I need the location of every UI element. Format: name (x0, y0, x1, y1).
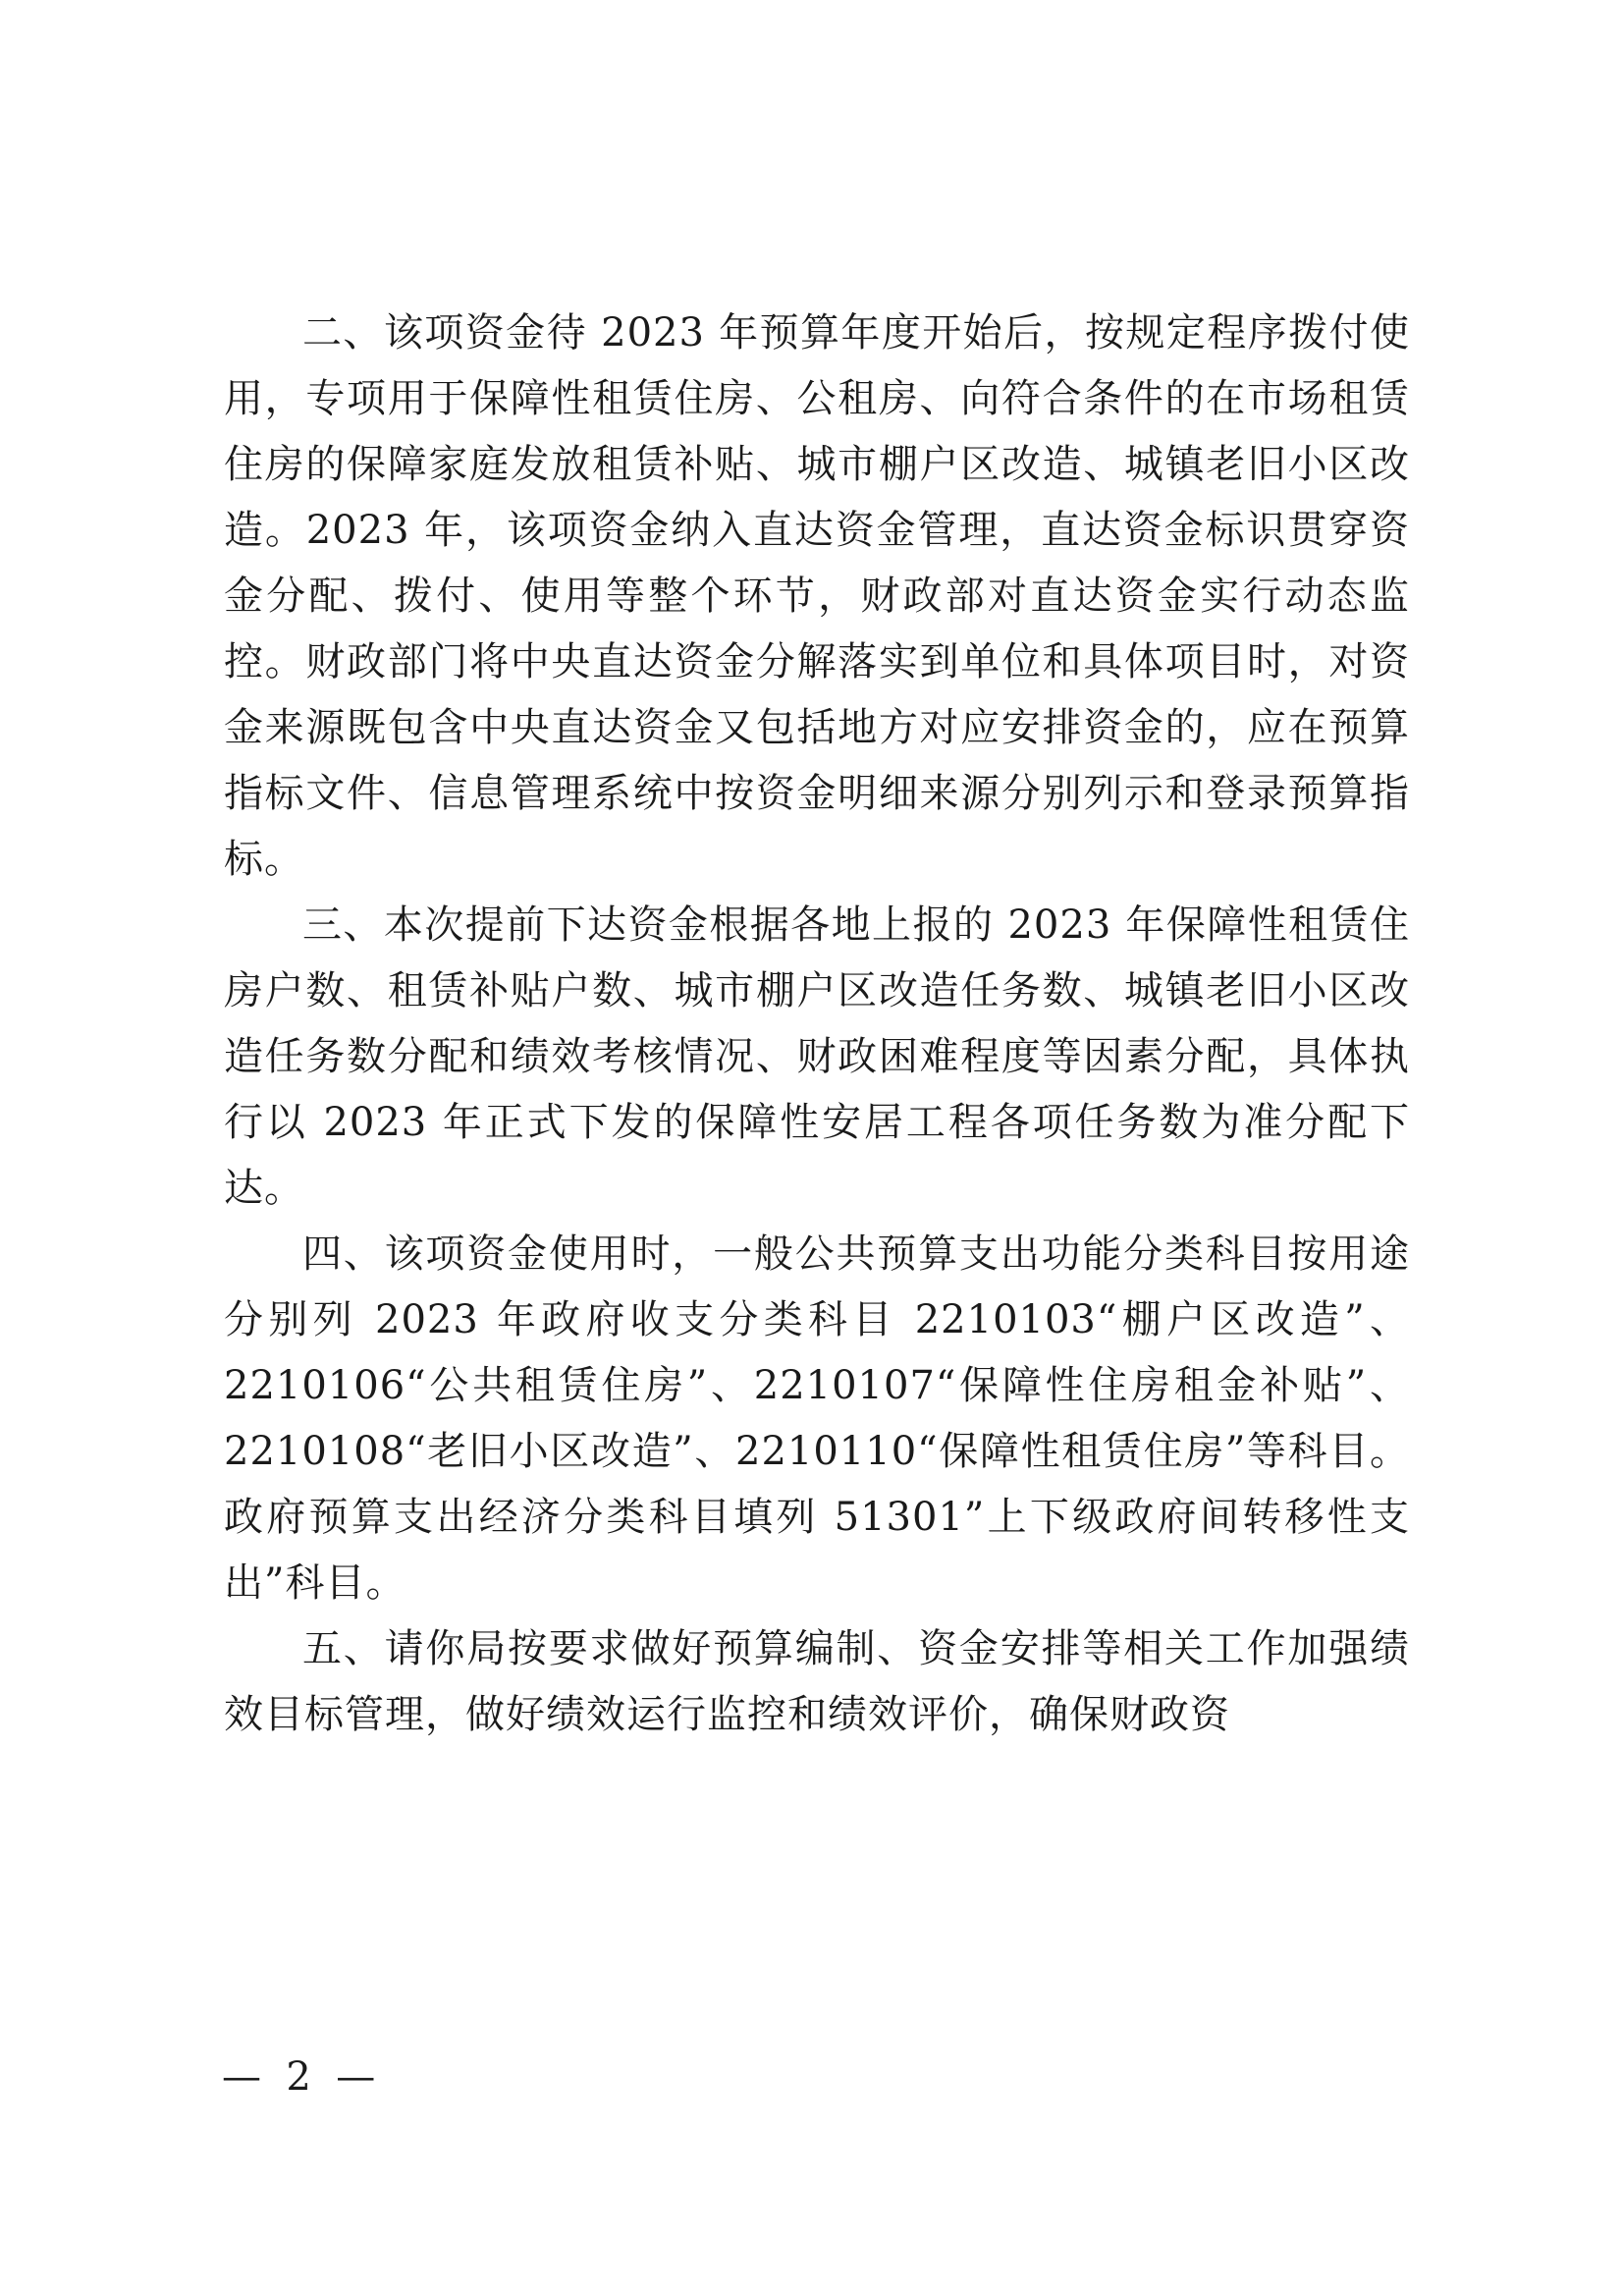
paragraph-2: 二、该项资金待 2023 年预算年度开始后，按规定程序拨付使用，专项用于保障性租赁住房、公租房、向符合条件的在市场租赁住房的保障家庭发放租赁补贴、城市棚户区改造、城镇老旧小区改造。2023 年，该项资金纳入直达资金管理，直达资金标识贯穿资金分配、拨付、使用等整个环节，财政部对直达资金实行动态监控。财政部门将中央直达资金分解落实到单位和具体项目时，对资金来源既包含中央直达资金又包括地方对应安排资金的，应在预算指标文件、信息管理系统中按资金明细来源分别列示和登录预算指标。 (224, 310, 1410, 882)
paragraph-5: 五、请你局按要求做好预算编制、资金安排等相关工作加强绩效目标管理，做好绩效运行监控和绩效评价，确保财政资 (224, 1626, 1410, 1737)
paragraph-3: 三、本次提前下达资金根据各地上报的 2023 年保障性租赁住房户数、租赁补贴户数、城市棚户区改造任务数、城镇老旧小区改造任务数分配和绩效考核情况、财政困难程度等因素分配，具体执行以 2023 年正式下发的保障性安居工程各项任务数为准分配下达。 (224, 902, 1410, 1211)
page-number: — 2 — (222, 2054, 376, 2100)
document-body (224, 301, 1410, 1748)
paragraph-4: 四、该项资金使用时，一般公共预算支出功能分类科目按用途分别列 2023 年政府收支分类科目 2210103“棚户区改造”、2210106“公共租赁住房”、2210107“保障性住房租金补贴”、2210108“老旧小区改造”、2210110“保障性租赁住房”等科目。政府预算支出经济分类科目填列 51301”上下级政府间转移性支出”科目。 (224, 1231, 1410, 1606)
